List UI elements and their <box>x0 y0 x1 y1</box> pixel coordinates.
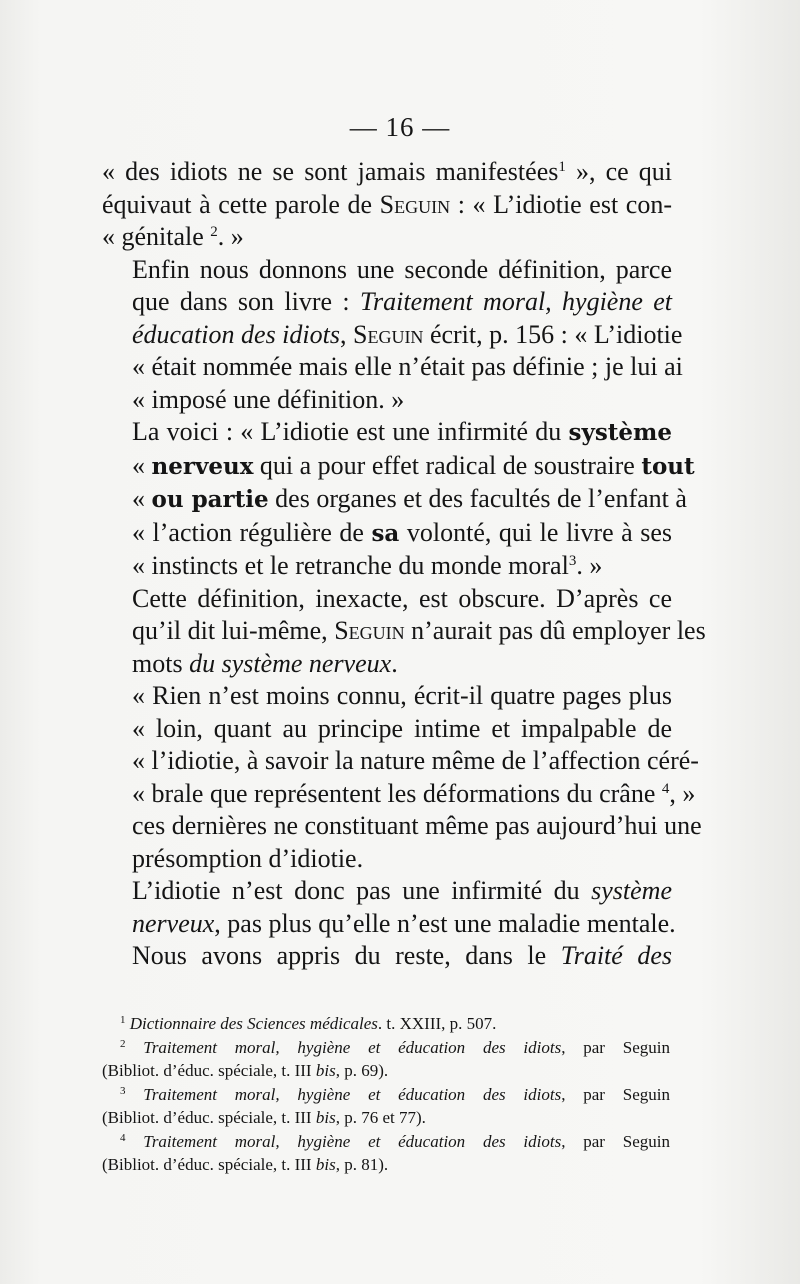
paragraph <box>102 940 672 973</box>
footnote-line: (Bibliot. d’éduc. spéciale, t. III bis, p. 76 et 77). <box>102 1108 426 1127</box>
book-title: éducation des idiots <box>132 319 340 349</box>
text-line: « des idiots ne se sont jamais manifestées$^1$ », ce qui <box>102 157 672 186</box>
paragraph <box>102 254 683 417</box>
footnote-ref: 1 <box>558 159 566 175</box>
book-title: Traitement moral, hygiène et éducation des idiots <box>143 1131 562 1151</box>
footnote-number: 1 <box>120 1014 126 1026</box>
bold-term: sa <box>371 519 400 547</box>
footnote-number: 2 <box>120 1037 126 1050</box>
text-line: mots du système nerveux. <box>132 648 398 678</box>
footnote-line: $^4$ Traitement moral, hygiène et éducation des idiots, par Seguin <box>120 1131 670 1151</box>
footnote <box>102 1083 670 1130</box>
book-title: Traitement moral, hygiène et <box>360 287 673 316</box>
paragraph <box>102 156 672 254</box>
bold-term: ou partie <box>151 486 269 513</box>
author-name: Seguin <box>334 616 405 645</box>
text-line: « génitale $^2$. » <box>102 222 244 251</box>
text-line: que dans son livre : Traitement moral, hygiène et <box>132 287 673 316</box>
footnote <box>102 1036 670 1083</box>
text-line: présomption d’idiotie. <box>132 843 364 873</box>
footnote-ref: 4 <box>661 780 670 797</box>
footnote-number: 4 <box>120 1131 126 1144</box>
text-line: La voici : « L’idiotie est une infirmité du système <box>132 417 672 446</box>
footnote-line: (Bibliot. d’éduc. spéciale, t. III bis, p. 69). <box>102 1061 389 1080</box>
text-line: « l’idiotie, à savoir la nature même de l’affection céré- <box>132 746 699 775</box>
text-line: « l’action régulière de sa volonté, qui le livre à ses <box>132 517 672 547</box>
text-line: Enfin nous donnons une seconde définition, parce <box>132 254 672 284</box>
footnote-number: 3 <box>120 1084 126 1097</box>
text-line: L’idiotie n’est donc pas une infirmité du système <box>132 876 672 905</box>
bold-term: nerveux <box>151 452 254 480</box>
text-line: « ou partie des organes et des facultés de l’enfant à <box>132 484 687 513</box>
paragraph <box>102 680 702 875</box>
text-line: Nous avons appris du reste, dans le Traité des <box>132 941 672 970</box>
text-line: qu’il dit lui-même, Seguin n’aurait pas dû employer les <box>132 616 706 645</box>
text-line: « nerveux qui a pour effet radical de soustraire tout <box>132 450 695 480</box>
italic-phrase: du système nerveux <box>189 648 392 678</box>
page-number: — 16 — <box>349 112 451 142</box>
text-line: « instincts et le retranche du monde moral$^3$. » <box>132 551 603 580</box>
body-text <box>102 156 706 973</box>
book-title: Traitement moral, hygiène et éducation des idiots <box>143 1084 562 1104</box>
italic-phrase: système <box>591 876 672 905</box>
bold-term: système <box>568 419 672 446</box>
footnote-line: $^3$ Traitement moral, hygiène et éducation des idiots, par Seguin <box>120 1084 670 1104</box>
text-line: nerveux, pas plus qu’elle n’est une maladie mentale. <box>132 908 676 938</box>
author-name: Seguin <box>379 189 451 219</box>
author-name: Seguin <box>352 319 424 349</box>
paragraph <box>102 416 695 583</box>
text-line: « imposé une définition. » <box>132 384 405 414</box>
bold-term: tout <box>641 452 695 480</box>
italic-phrase: nerveux <box>132 908 215 938</box>
text-line: Cette définition, inexacte, est obscure. D’après ce <box>132 583 672 613</box>
footnote-line: $^2$ Traitement moral, hygiène et éducation des idiots, par Seguin <box>120 1037 670 1057</box>
paragraph <box>102 875 676 940</box>
footnote <box>102 1130 670 1177</box>
text-line: équivaut à cette parole de Seguin : « L’idiotie est con- <box>102 189 672 219</box>
book-title: Traité des <box>560 941 672 970</box>
text-line: « était nommée mais elle n’était pas définie ; je lui ai <box>132 352 683 381</box>
footnotes <box>102 1012 670 1177</box>
footnote-ref: 3 <box>568 553 577 569</box>
book-title: Dictionnaire des Sciences médicales <box>129 1014 378 1033</box>
text-line: éducation des idiots, Seguin écrit, p. 156 : « L’idiotie <box>132 319 683 349</box>
book-title: Traitement moral, hygiène et éducation des idiots <box>143 1037 562 1057</box>
paragraph <box>102 583 706 681</box>
text-line: « loin, quant au principe intime et impalpable de <box>132 713 672 743</box>
footnote-line: $^1$ Dictionnaire des Sciences médicales. t. XXIII, p. 507. <box>120 1014 497 1033</box>
footnote <box>102 1012 670 1036</box>
text-line: « Rien n’est moins connu, écrit-il quatre pages plus <box>132 681 672 710</box>
text-line: « brale que représentent les déformations du crâne $^4$, » <box>132 778 696 808</box>
text-line: ces dernières ne constituant même pas aujourd’hui une <box>132 811 702 840</box>
footnote-line: (Bibliot. d’éduc. spéciale, t. III bis, p. 81). <box>102 1155 389 1174</box>
footnote-ref: 2 <box>210 224 218 240</box>
